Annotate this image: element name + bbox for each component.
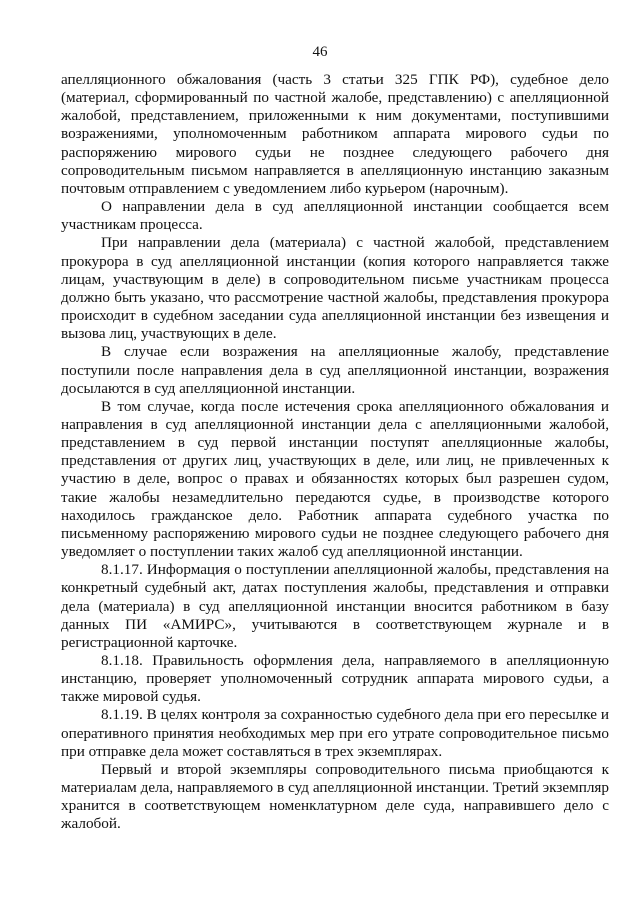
body-text (61, 71, 609, 834)
paragraph-late-complaints: В том случае, когда после истечения срока апелляционного обжалования и направления в суд апелляционной инстанции дела с апелляционными жалобой, представлением в суд первой инстанции поступят апелляционные жалобы, представления от других лиц, участвующих в деле, или лиц, не привлеченных к участию в деле, вопрос о правах и обязанностях которых был разрешен судом, такие жалобы незамедлительно передаются судье, в производстве которого находилось гражданское дело. Работник аппарата судебного участка по письменному распоряжению мирового судьи не позднее следующего рабочего дня уведомляет о поступлении таких жалоб суд апелляционной инстанции. (61, 397, 609, 561)
paragraph-private-complaint: При направлении дела (материала) с частной жалобой, представлением прокурора в суд апелляционной инстанции (копия которого направляется также лицам, участвующим в деле) в сопроводительном письме участникам процесса должно быть указано, что рассмотрение частной жалобы, представления прокурора происходит в судебном заседании суда апелляционной инстанции без извещения и вызова лиц, участвующих в деле. (61, 234, 609, 343)
paragraph-continuation: апелляционного обжалования (часть 3 статьи 325 ГПК РФ), судебное дело (материал, сформированный по частной жалобе, представлению) с апелляционной жалобой, представлением, приложенными к ним документами, поступившими возражениями, уполномоченным работником аппарата мирового судьи по распоряжению мирового судьи не позднее следующего рабочего дня сопроводительным письмом направляется в апелляционную инстанцию заказным почтовым отправлением с уведомлением либо курьером (нарочным). (61, 71, 609, 197)
paragraph-objections: В случае если возражения на апелляционные жалобу, представление поступили после направления дела в суд апелляционной инстанции, возражения досылаются в суд апелляционной инстанции. (61, 343, 609, 397)
paragraph-8-1-18: 8.1.18. Правильность оформления дела, направляемого в апелляционную инстанцию, проверяет уполномоченный сотрудник аппарата мирового судьи, а также мировой судья. (61, 652, 609, 706)
paragraph-8-1-17: 8.1.17. Информация о поступлении апелляционной жалобы, представления на конкретный судебный акт, датах поступления жалобы, представления и отправки дела (материала) в суд апелляционной инстанции вносится работником в базу данных ПИ «АМИРС», учитываются в соответствующем журнале и в регистрационной карточке. (61, 561, 609, 651)
paragraph-8-1-19: 8.1.19. В целях контроля за сохранностью судебного дела при его пересылке и оперативного принятия необходимых мер при его утрате сопроводительное письмо при отправке дела может составляться в трех экземплярах. (61, 706, 609, 760)
paragraph-notification: О направлении дела в суд апелляционной инстанции сообщается всем участникам процесса. (61, 198, 609, 234)
page-number: 46 (312, 44, 328, 60)
paragraph-copies: Первый и второй экземпляры сопроводительного письма приобщаются к материалам дела, направляемого в суд апелляционной инстанции. Третий экземпляр хранится в соответствующем номенклатурном деле суда, направившего дело с жалобой. (61, 760, 609, 833)
